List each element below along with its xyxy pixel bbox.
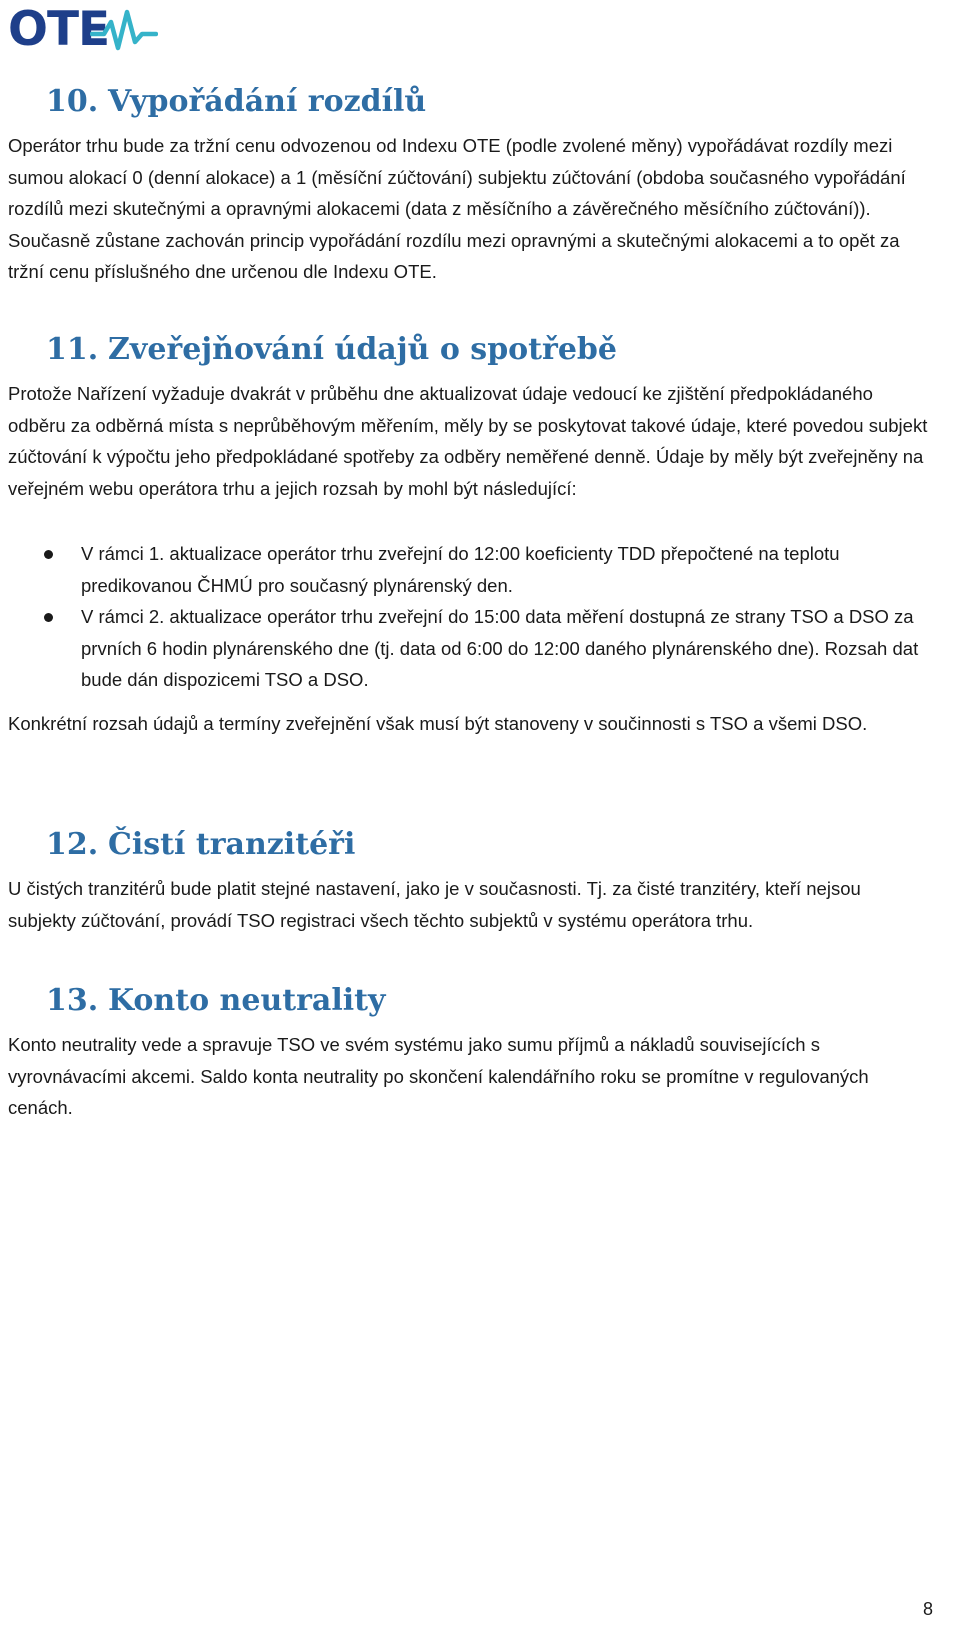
list-item xyxy=(8,601,933,696)
logo-text: OTE xyxy=(8,2,110,57)
section-title: Čistí tranzitéři xyxy=(108,827,356,862)
list-item-text: V rámci 1. aktualizace operátor trhu zveřejní do 12:00 koeficienty TDD přepočtené na teplotu predikovanou ČHMÚ pro současný plynárenský den. xyxy=(81,543,840,596)
section-number: 10. xyxy=(46,84,99,119)
section-number: 12. xyxy=(46,827,99,862)
section-10 xyxy=(8,84,933,288)
section-heading xyxy=(46,827,933,863)
section-closing-paragraph: Konkrétní rozsah údajů a termíny zveřejnění však musí být stanoveny v součinnosti s TSO a všemi DSO. xyxy=(8,712,868,734)
section-heading xyxy=(46,332,933,368)
section-title: Konto neutrality xyxy=(108,983,386,1018)
section-12 xyxy=(8,827,933,936)
section-number: 13. xyxy=(46,983,99,1018)
section-number: 11. xyxy=(46,332,99,367)
section-title: Vypořádání rozdílů xyxy=(108,84,427,119)
section-paragraph: U čistých tranzitérů bude platit stejné nastavení, jako je v současnosti. Tj. za čisté tranzitéry, kteří nejsou subjekty zúčtování, provádí TSO registraci všech těchto subjektů v systému operátora trhu. xyxy=(8,878,861,931)
page-number: 8 xyxy=(922,1599,933,1619)
list-item xyxy=(8,538,933,601)
section-paragraph: Protože Nařízení vyžaduje dvakrát v průběhu dne aktualizovat údaje vedoucí ke zjištění předpokládaného odběru za odběrná místa s neprůběhovým měřením, měly by se poskytovat takové údaje, které povedou subjekt zúčtování k výpočtu jeho předpokládané spotřeby za odběry neměřené denně. Údaje by měly být zveřejněny na veřejném webu operátora trhu a jejich rozsah by mohl být následující: xyxy=(8,383,928,499)
section-13 xyxy=(8,983,933,1124)
list-item-text: V rámci 2. aktualizace operátor trhu zveřejní do 15:00 data měření dostupná ze strany TSO a DSO za prvních 6 hodin plynárenského dne (tj. data od 6:00 do 12:00 daného plynárenského dne). Rozsah dat bude dán dispozicemi TSO a DSO. xyxy=(81,606,919,690)
section-paragraph: Operátor trhu bude za tržní cenu odvozenou od Indexu OTE (podle zvolené měny) vypořádávat rozdíly mezi sumou alokací 0 (denní alokace) a 1 (měsíční zúčtování) subjektu zúčtování (obdoba současného vypořádání rozdílů mezi skutečnými a opravnými alokacemi (data z měsíčního a závěrečného měsíčního zúčtování)). Současně zůstane zachován princip vypořádání rozdílu mezi opravnými a skutečnými alokacemi a to opět za tržní cenu příslušného dne určenou dle Indexu OTE. xyxy=(8,135,906,282)
bullet-list xyxy=(8,538,933,696)
ote-logo xyxy=(8,2,158,57)
bullet-icon xyxy=(44,613,53,622)
bullet-icon xyxy=(44,550,53,559)
section-heading xyxy=(46,84,933,120)
section-title: Zveřejňování údajů o spotřebě xyxy=(108,332,617,367)
pulse-wave-icon xyxy=(90,8,158,54)
section-11 xyxy=(8,332,933,739)
section-paragraph: Konto neutrality vede a spravuje TSO ve svém systému jako sumu příjmů a nákladů souvisejících s vyrovnávacími akcemi. Saldo konta neutrality po skončení kalendářního roku se promítne v regulovaných cenách. xyxy=(8,1034,869,1118)
section-heading xyxy=(46,983,933,1019)
